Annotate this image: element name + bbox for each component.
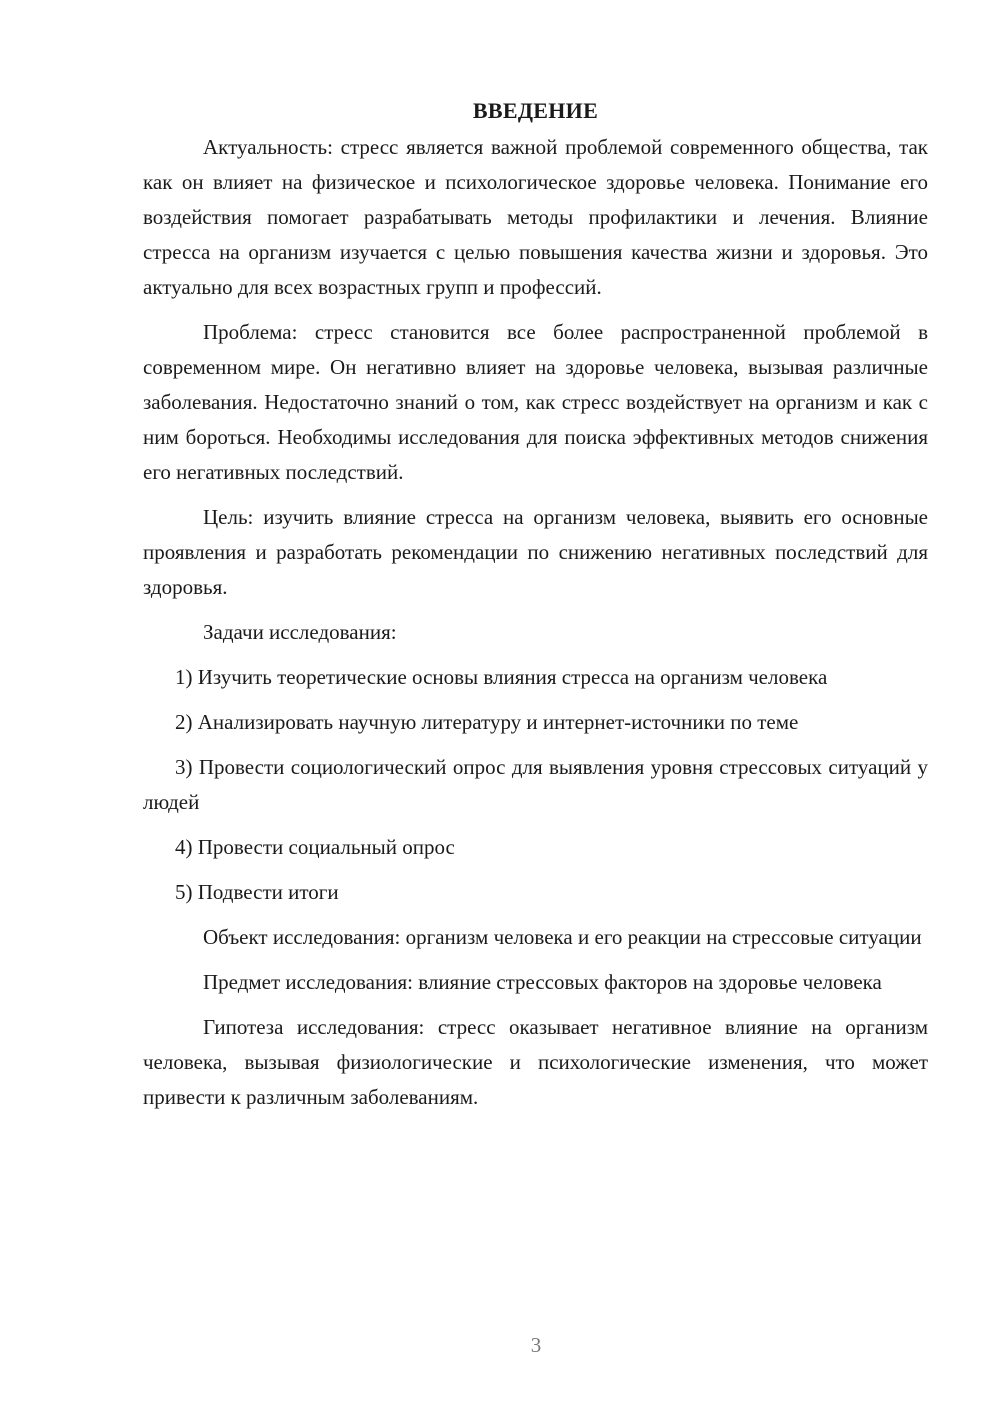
- task-item: 1) Изучить теоретические основы влияния стресса на организм человека: [175, 665, 828, 689]
- hypothesis-paragraph: Гипотеза исследования: стресс оказывает негативное влияние на организм человека, вызывая физиологические и психологические изменения, что может привести к различным заболеваниям.: [143, 1015, 928, 1109]
- page-number: 3: [530, 1333, 542, 1357]
- document-page: [143, 96, 928, 1125]
- goal-paragraph: Цель: изучить влияние стресса на организм человека, выявить его основные проявления и разработать рекомендации по снижению негативных последствий для здоровья.: [143, 505, 928, 599]
- object-paragraph: Объект исследования: организм человека и его реакции на стрессовые ситуации: [203, 925, 922, 949]
- document-title: ВВЕДЕНИЕ: [472, 98, 599, 123]
- relevance-paragraph: Актуальность: стресс является важной проблемой современного общества, так как он влияет на физическое и психологическое здоровье человека. Понимание его воздействия помогает разрабатывать методы профилактики и лечения. Влияние стресса на организм изучается с целью повышения качества жизни и здоровья. Это актуально для всех возрастных групп и профессий.: [143, 135, 928, 299]
- task-item: 2) Анализировать научную литературу и интернет-источники по теме: [175, 710, 799, 734]
- task-item: 4) Провести социальный опрос: [175, 835, 455, 859]
- problem-paragraph: Проблема: стресс становится все более распространенной проблемой в современном мире. Он негативно влияет на здоровье человека, вызывая различные заболевания. Недостаточно знаний о том, как стресс воздействует на организм и как с ним бороться. Необходимы исследования для поиска эффективных методов снижения его негативных последствий.: [143, 320, 928, 484]
- task-item: 5) Подвести итоги: [175, 880, 339, 904]
- subject-paragraph: Предмет исследования: влияние стрессовых факторов на здоровье человека: [203, 970, 882, 994]
- tasks-heading: Задачи исследования:: [203, 620, 397, 644]
- tasks-list: [143, 660, 928, 910]
- task-item: 3) Провести социологический опрос для выявления уровня стрессовых ситуаций у людей: [143, 755, 928, 814]
